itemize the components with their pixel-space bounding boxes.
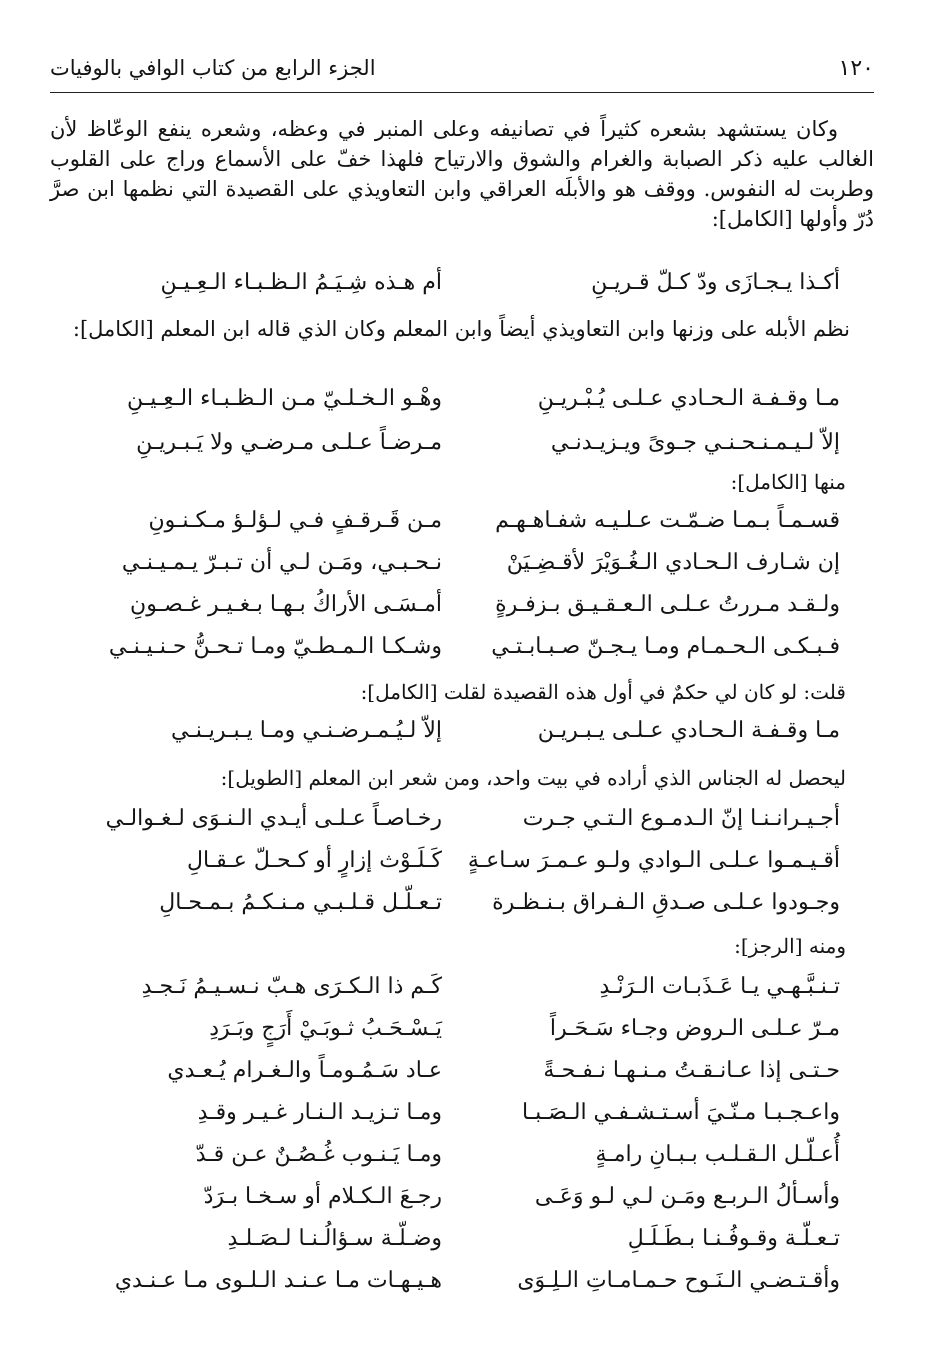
verse-second-hemistich: أم هـذه شِـيَـمُ الـظـبـاء الـعِـيـنِ	[160, 270, 442, 295]
verse-second-hemistich: ومـا تـزيـد الـنـار غـيـر وقـدِ	[197, 1100, 442, 1125]
verse-line	[100, 508, 840, 552]
verse-first-hemistich: وأسـألُ الـربـع ومَـن لـي لـو وَعَـى	[534, 1184, 840, 1209]
verse-second-hemistich: وضـلّـة سـؤالُـنـا لـصَـلـدِ	[227, 1226, 442, 1251]
verse-line	[100, 1016, 840, 1060]
verse-first-hemistich: مـرّ عـلـى الـروض وجـاء سَـحَـراً	[549, 1016, 840, 1041]
verse-first-hemistich: أقـيـمـوا عـلـى الـوادي ولـو عـمـرَ سـاعـةٍ	[467, 848, 840, 873]
verse-line	[100, 550, 840, 594]
verse-first-hemistich: إن شـارف الـحـادي الـغُـوَيْرَ لأقـضِـيَنْ	[506, 550, 840, 575]
verse-second-hemistich: نـحـبـي، ومَـن لـي أن تـبـرّ يـمـيـنـي	[121, 550, 442, 575]
verse-first-hemistich: وجـودوا عـلـى صـدقِ الـفـراق بـنـظـرة	[492, 890, 840, 915]
meter-note: منها [الكامل]:	[730, 470, 846, 494]
verse-first-hemistich: مـا وقـفـة الـحـادي عـلـى يـبـريـن	[537, 718, 840, 743]
verse-line	[100, 1142, 840, 1186]
verse-line	[100, 1184, 840, 1228]
verse-second-hemistich: هـيـهـات مـا عـنـد الـلـوى مـا عـنـدي	[114, 1268, 442, 1293]
verse-line	[100, 718, 840, 762]
verse-line	[100, 430, 840, 474]
paragraph-1: وكان يستشهد بشعره كثيراً في تصانيفه وعلى المنبر في وعظه، وشعره ينفع الوعّاظ لأن الغالب عليه ذكر الصبابة والغرام والشوق والارتياح فلهذا خفّ على الأسماع وراج على القلوب وطربت له النفوس. ووقف هو والأبلَه العراقي وابن التعاويذي على القصيدة التي نظمها ابن صرَّ دُرّ وأولها [الكامل]:	[50, 117, 874, 231]
verse-first-hemistich: أُعـلّـل الـقـلـب بـبـانِ رامـةٍ	[595, 1142, 840, 1167]
page-number: ١٢٠	[838, 56, 874, 81]
meter-note: ومنه [الرجز]:	[734, 934, 846, 958]
verse-first-hemistich: واعـجـبـا مـنّـيَ أسـتـشـفـي الـصَـبـا	[521, 1100, 840, 1125]
author-comment: قلت: لو كان لي حكمٌ في أول هذه القصيدة لقلت [الكامل]:	[360, 680, 846, 704]
verse-second-hemistich: رجـعَ الـكـلام أو سـخـا بـرَدّ	[203, 1184, 442, 1209]
verse-second-hemistich: رخـاصـاً عـلـى أيـدي الـنـوَى لـغـوالـي	[105, 806, 442, 831]
verse-second-hemistich: إلاّ لـيُـمـرضـنـي ومـا يـبـريـنـي	[170, 718, 442, 743]
verse-second-hemistich: مـن قَـرقـفٍ فـي لـؤلـؤ مـكـنـونِ	[148, 508, 442, 533]
verse-first-hemistich: تـعـلّـة وقـوفُـنـا بـطَـلَـلِ	[627, 1226, 840, 1251]
verse-line	[100, 270, 840, 314]
verse-second-hemistich: تـعـلّـل قـلـبـي مـنـكـمُ بـمـحـالِ	[159, 890, 442, 915]
page-header	[50, 50, 874, 93]
verse-second-hemistich: مـرضـاً عـلـى مـرضـي ولا يَـبـريـنِ	[136, 430, 442, 455]
verse-line	[100, 1226, 840, 1270]
verse-line	[100, 1058, 840, 1102]
verse-first-hemistich: أجـيـرانـنـا إنّ الـدمـوع الـتـي جـرت	[522, 806, 840, 831]
verse-first-hemistich: مـا وقـفـة الـحـادي عـلـى يُـبْـريـنِ	[537, 386, 840, 411]
verse-second-hemistich: وهْـو الـخـلـيّ مـن الـظـبـاء الـعِـيـنِ	[127, 386, 442, 411]
verse-line	[100, 1268, 840, 1312]
verse-second-hemistich: ومـا يَـنـوب غُـصُـنٌ عـن قـدّ	[195, 1142, 442, 1167]
verse-second-hemistich: كَـلَـوْث إزارٍ أو كـحـلّ عـقـالِ	[187, 848, 442, 873]
verse-second-hemistich: عـاد سَـمُـومـاً والـغـرام يُـعـدي	[167, 1058, 442, 1083]
verse-first-hemistich: حـتـى إذا عـانـقـتُ مـنـهـا نـفـحـةً	[543, 1058, 840, 1083]
verse-second-hemistich: يَـسْـحَـبُ ثـوبَـيْ أَرَجٍ وبَـرَدِ	[209, 1016, 442, 1041]
verse-line	[100, 848, 840, 892]
verse-second-hemistich: أمـسَـى الأراكُ بـهـا بـغـيـر غـصـونِ	[130, 592, 442, 617]
author-comment: ليحصل له الجناس الذي أراده في بيت واحد، ومن شعر ابن المعلم [الطويل]:	[220, 766, 846, 790]
verse-line	[100, 634, 840, 678]
running-title: الجزء الرابع من كتاب الوافي بالوفيات	[50, 56, 376, 80]
verse-line	[100, 974, 840, 1018]
verse-line	[100, 806, 840, 850]
verse-second-hemistich: وشـكـا الـمـطـيّ ومـا تـحـنُّ حـنـيـنـي	[108, 634, 442, 659]
verse-second-hemistich: كَـم ذا الـكـرَى هـبّ نـسـيـمُ نَـجـدِ	[141, 974, 442, 999]
verse-first-hemistich: تـنـبَّـهـي يـا عَـذَبـات الـرَنْـدِ	[599, 974, 840, 999]
verse-line	[100, 1100, 840, 1144]
verse-first-hemistich: فـبـكـى الـحـمـام ومـا يـجـنّ صـبـابـتـي	[491, 634, 840, 659]
verse-line	[100, 386, 840, 430]
verse-first-hemistich: أكـذا يـجـازَى ودّ كـلّ قـريـنِ	[591, 270, 840, 295]
verse-line	[100, 592, 840, 636]
verse-first-hemistich: إلاّ لـيـمـنـحـنـي جـوىً ويـزيـدنـي	[550, 430, 840, 455]
verse-first-hemistich: قسـمـاً بـمـا ضـمّـت عـلـيـه شفـاهـهـم	[495, 508, 840, 533]
verse-first-hemistich: ولـقـد مـررتُ عـلـى الـعـقـيـق بـزفـرةٍ	[495, 592, 840, 617]
paragraph-2: نظم الأبله على وزنها وابن التعاويذي أيضاً وابن المعلم وكان الذي قاله ابن المعلم [الكامل]:	[72, 317, 850, 341]
verse-line	[100, 890, 840, 934]
verse-first-hemistich: وأقـتـضـي الـنَـوح حـمـامـاتِ الـلِـوَى	[517, 1268, 840, 1293]
